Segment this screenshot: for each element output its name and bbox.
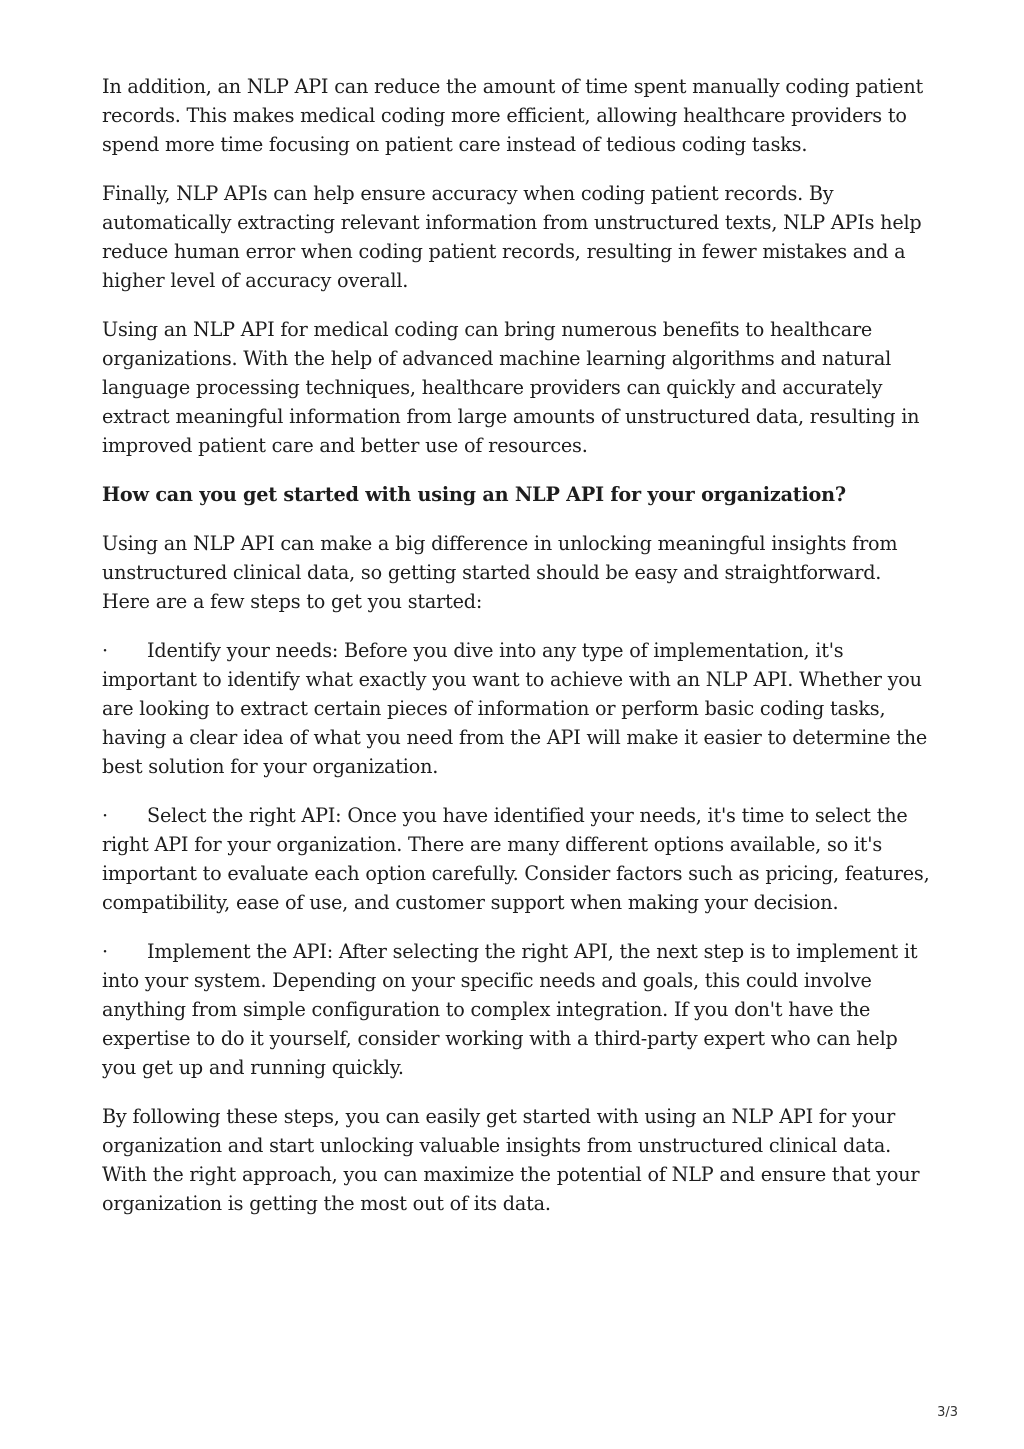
section-heading: How can you get started with using an NLP API for your organization? bbox=[102, 483, 846, 506]
bullet-mark: · bbox=[102, 940, 108, 963]
bullet-mark: · bbox=[102, 639, 108, 662]
step-text: Select the right API: Once you have identified your needs, it's time to select the right API for your organization. There are many different options available, so it's important to evaluate each option carefully. Consider factors such as pricing, features, compatibility, ease of use, and customer support when making your decision. bbox=[102, 804, 930, 914]
page-number: 3/3 bbox=[937, 1405, 958, 1420]
conclusion-paragraph: By following these steps, you can easily get started with using an NLP API for your organization and start unlocking valuable insights from unstructured clinical data. With the right approach, you can maximize the potential of NLP and ensure that your organization is getting the most out of its data. bbox=[102, 1105, 920, 1215]
paragraph-benefits: Using an NLP API for medical coding can bring numerous benefits to healthcare organizations. With the help of advanced machine learning algorithms and natural language processing techniques, healthcare providers can quickly and accurately extract meaningful information from large amounts of unstructured data, resulting in improved patient care and better use of resources. bbox=[102, 318, 920, 457]
document-page bbox=[102, 72, 932, 1238]
section-intro-paragraph: Using an NLP API can make a big difference in unlocking meaningful insights from unstructured clinical data, so getting started should be easy and straightforward. Here are a few steps to get you started: bbox=[102, 532, 898, 613]
paragraph-accuracy: Finally, NLP APIs can help ensure accuracy when coding patient records. By automatically extracting relevant information from unstructured texts, NLP APIs help reduce human error when coding patient records, resulting in fewer mistakes and a higher level of accuracy overall. bbox=[102, 182, 922, 292]
bullet-mark: · bbox=[102, 804, 108, 827]
step-item-implement-api bbox=[102, 937, 932, 1082]
paragraph-time-saving: In addition, an NLP API can reduce the amount of time spent manually coding patient records. This makes medical coding more efficient, allowing healthcare providers to spend more time focusing on patient care instead of tedious coding tasks. bbox=[102, 75, 924, 156]
step-text: Implement the API: After selecting the right API, the next step is to implement it into your system. Depending on your specific needs and goals, this could involve anything from simple configuration to complex integration. If you don't have the expertise to do it yourself, consider working with a third-party expert who can help you get up and running quickly. bbox=[102, 940, 918, 1079]
step-text: Identify your needs: Before you dive into any type of implementation, it's important to identify what exactly you want to achieve with an NLP API. Whether you are looking to extract certain pieces of information or perform basic coding tasks, having a clear idea of what you need from the API will make it easier to determine the best solution for your organization. bbox=[102, 639, 928, 778]
step-item-identify-needs bbox=[102, 636, 932, 781]
step-item-select-api bbox=[102, 801, 932, 917]
